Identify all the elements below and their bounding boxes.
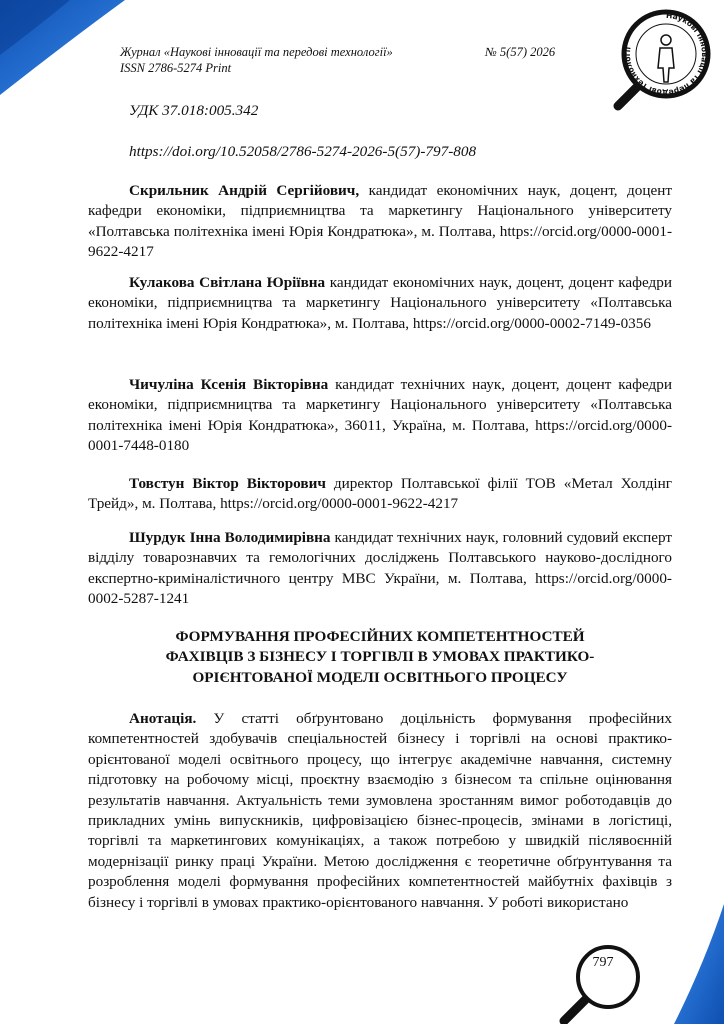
title-line: ФАХІВЦІВ З БІЗНЕСУ І ТОРГІВЛІ В УМОВАХ ПРАКТИКО- [165, 648, 595, 666]
author-block [88, 273, 672, 334]
journal-header [120, 44, 580, 76]
author-details: кандидат економічних наук, доцент, доцент кафедри економіки, підприємництва та маркетингу Національного університету «Полтавська політехніка імені Юрія Кондратюка», м. Полтава, https://orcid.org/0000-0002-7149-0356 [88, 274, 672, 332]
author-name: Шурдук Інна Володимирівна [129, 529, 331, 546]
title-line: ФОРМУВАННЯ ПРОФЕСІЙНИХ КОМПЕТЕНТНОСТЕЙ [175, 628, 585, 645]
abstract [88, 709, 672, 913]
author-block [88, 375, 672, 457]
journal-issue: № 5(57) 2026 [485, 45, 556, 59]
corner-decoration-top-left [0, 0, 130, 100]
author-name: Чичуліна Ксенія Вікторівна [129, 376, 329, 393]
author-details: кандидат технічних наук, доцент, доцент кафедри економіки, підприємництва та маркетингу Національного університету «Полтавська політехніка імені Юрія Кондратюка», 36011, Україна, м. Полтава, https://orcid.org/0000-0001-7448-0180 [88, 376, 672, 455]
author-name: Скрильник Андрій Сергійович, [129, 182, 360, 199]
journal-logo-magnifier-icon [612, 4, 720, 112]
author-details: кандидат економічних наук, доцент, доцент кафедри економіки, підприємництва та маркетингу Національного університету «Полтавська політехніка імені Юрія Кондратюка», м. Полтава, https://orcid.org/0000-0001-9622-4217 [88, 182, 672, 261]
author-name: Товстун Віктор Вікторович [129, 475, 326, 492]
doi-link[interactable]: https://doi.org/10.52058/2786-5274-2026-5(57)-797-808 [129, 143, 477, 160]
article-title [88, 627, 672, 688]
page-number: 797 [592, 955, 614, 970]
author-block [88, 528, 672, 610]
abstract-text: У статті обґрунтовано доцільність формування професійних компетентностей здобувачів спеціальностей бізнесу і торгівлі на основі практико-орієнтованої моделі освітнього процесу, що інтегрує академічне навчання, системну підготовку на робочому місці, проєктну взаємодію з бізнесом та спільне оцінювання результатів навчання. Актуальність теми зумовлена зростанням вимог роботодавців до прикладних умінь випускників, цифровізацією бізнес-процесів, змінами в логістиці, торгівлі та маркетингових комунікаціях, а також потребою у швидкій післявоєнній модернізації ринку праці України. Метою дослідження є теоретичне обґрунтування та розроблення моделі формування професійних компетентностей майбутніх фахівців з бізнесу і торгівлі в умовах практико-орієнтованого навчання. У роботі використано [88, 710, 672, 911]
journal-title: Журнал «Наукові інновації та передові технології» [120, 45, 393, 59]
author-block [88, 474, 672, 515]
author-details: директор Полтавської філії ТОВ «Метал Холдінг Трейд», м. Полтава, https://orcid.org/0000-0001-9622-4217 [88, 475, 672, 513]
logo-ring-text: Наукові інновації та передові технології [622, 10, 710, 98]
abstract-label: Анотація. [129, 710, 197, 727]
corner-decoration-bottom-right [644, 904, 724, 1024]
author-details: кандидат технічних наук, головний судовий експерт відділу товарознавчих та гемологічних досліджень Полтавського науково-дослідного експертно-криміналістичного центру МВС України, м. Полтава, https://orcid.org/0000-0002-5287-1241 [88, 529, 672, 608]
journal-issn: ISSN 2786-5274 Print [120, 61, 232, 75]
udc-code: УДК 37.018:005.342 [129, 102, 259, 119]
author-block [88, 181, 672, 263]
author-name: Кулакова Світлана Юріївна [129, 274, 326, 291]
title-line: ОРІЄНТОВАНОЇ МОДЕЛІ ОСВІТНЬОГО ПРОЦЕСУ [192, 668, 568, 686]
page-number-magnifier-icon [556, 935, 656, 1024]
